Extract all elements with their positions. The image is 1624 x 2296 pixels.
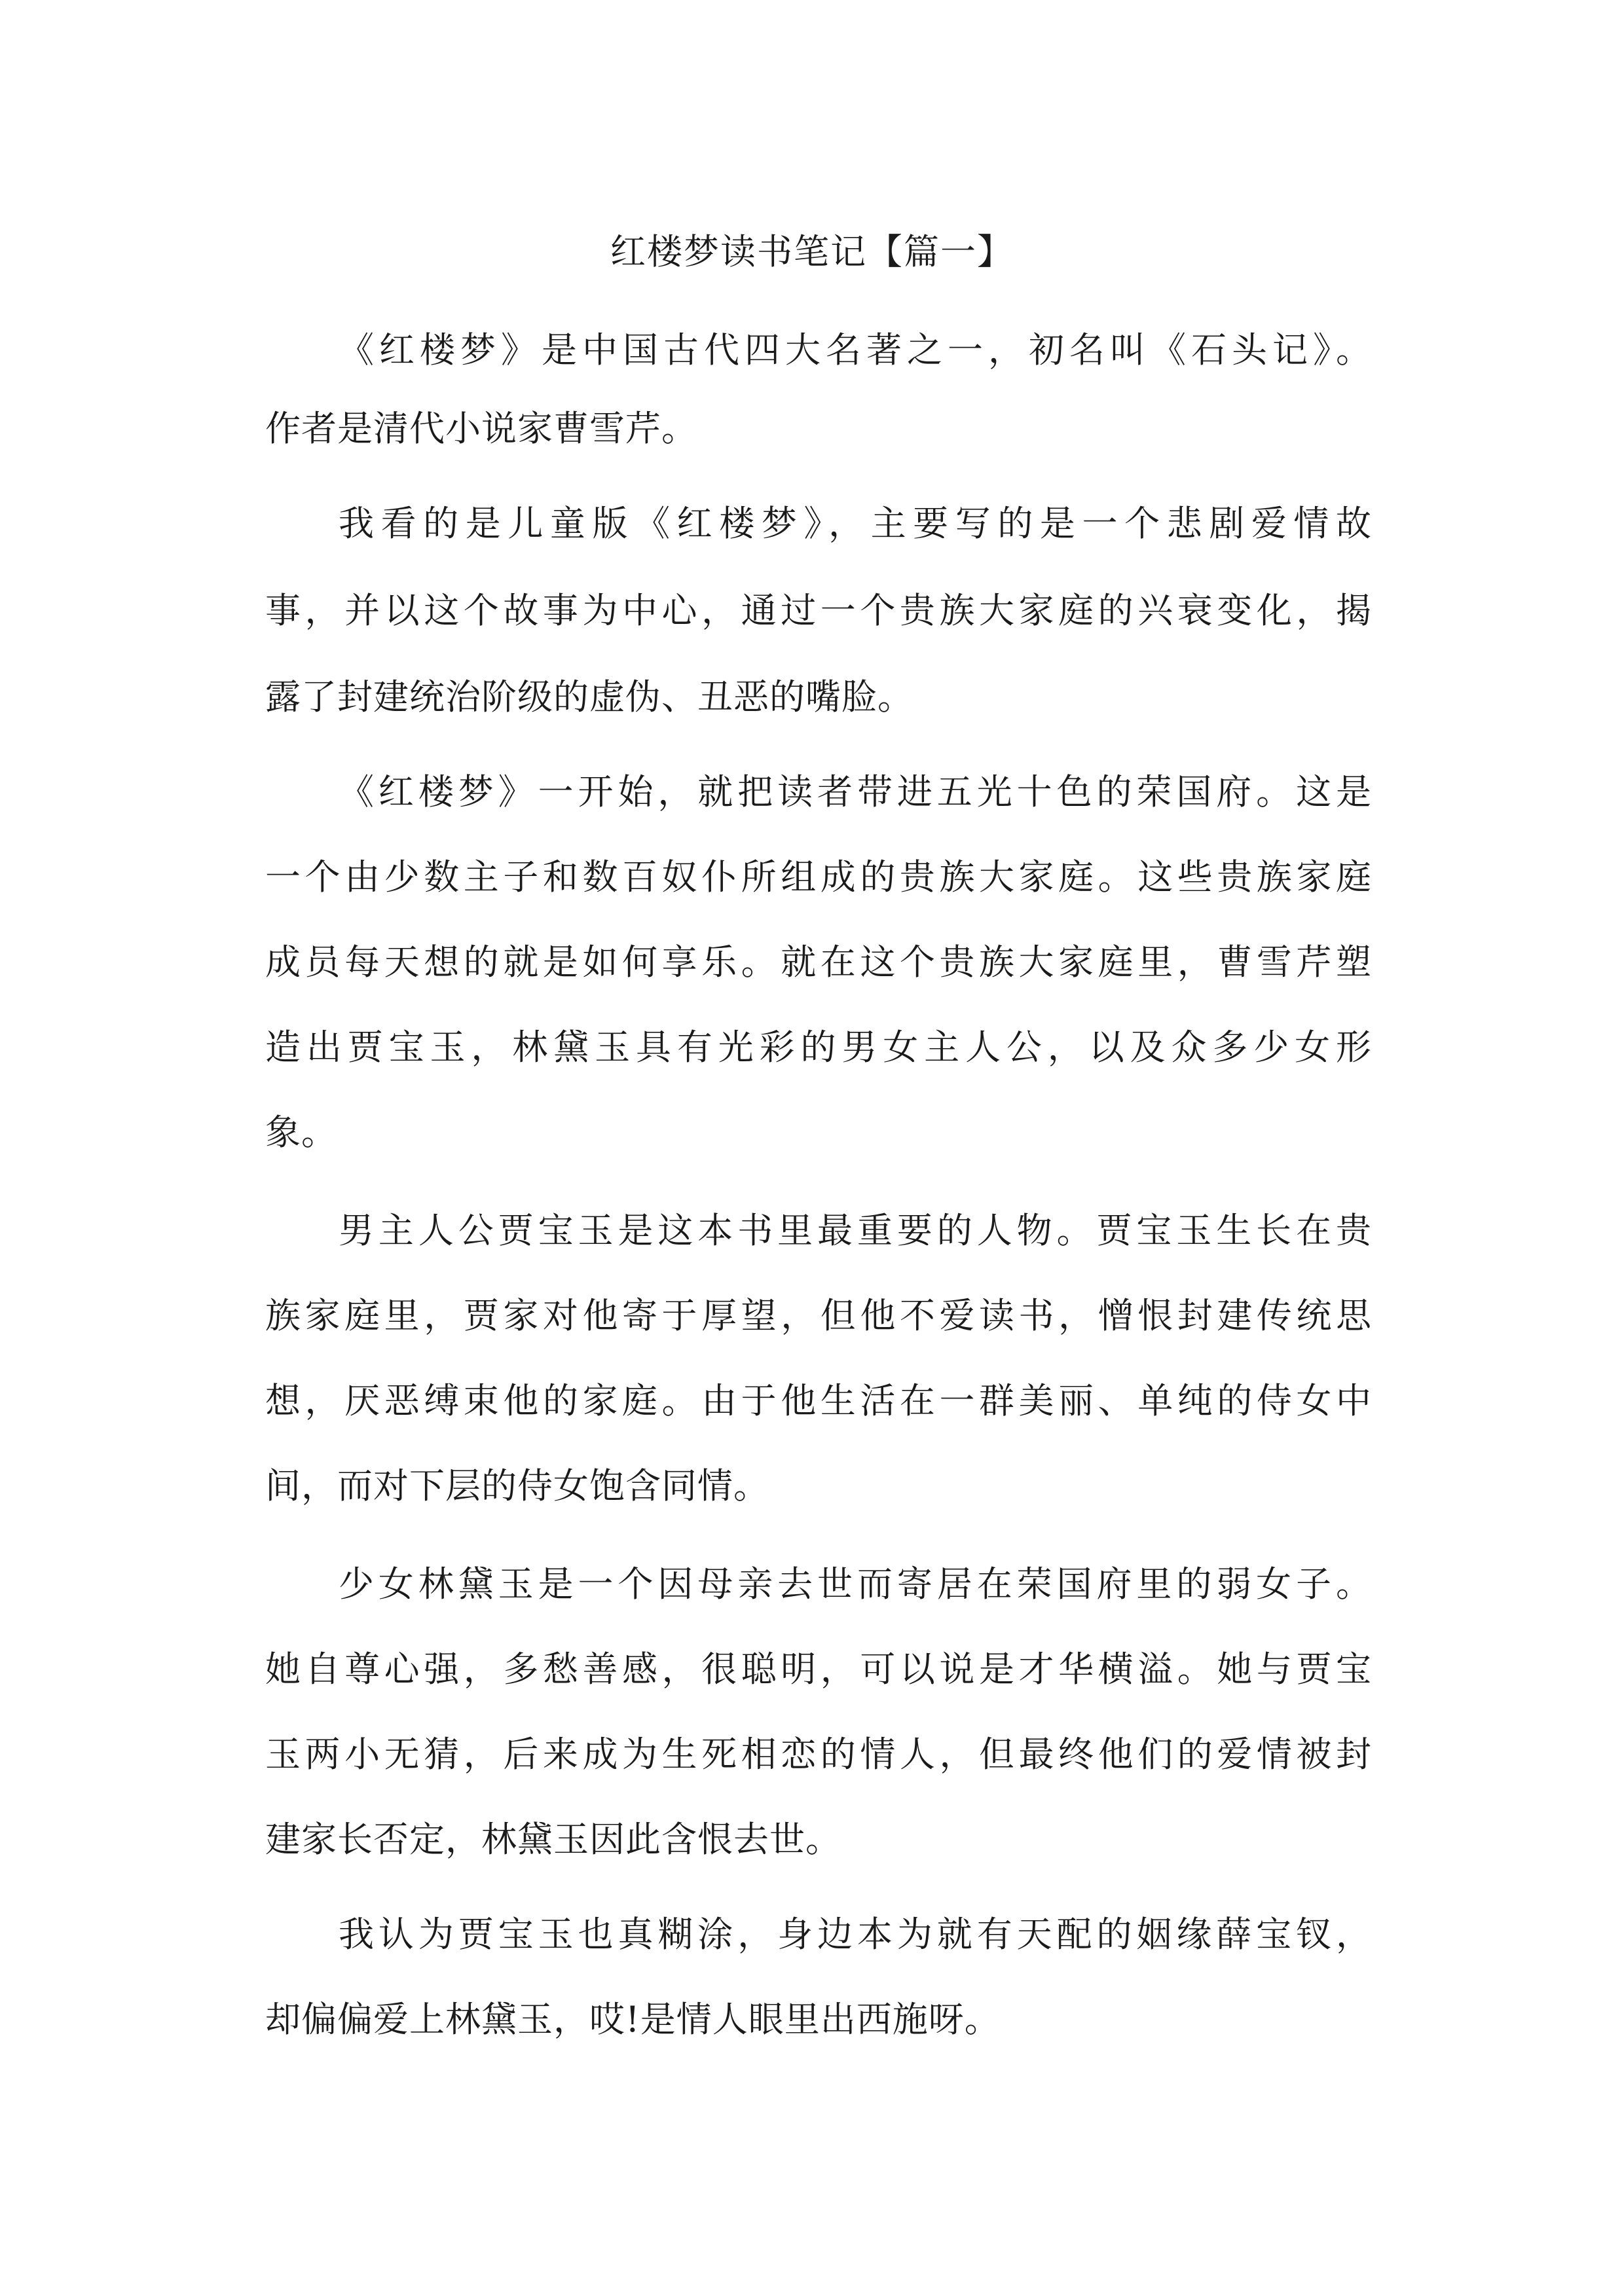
paragraph-line: 我认为贾宝玉也真糊涂，身边本为就有天配的姻缘薛宝钗，: [339, 1914, 1372, 1955]
paragraph-line: 我看的是儿童版《红楼梦》，主要写的是一个悲剧爱情故: [339, 503, 1372, 544]
document-title: 红楼梦读书笔记【篇一】: [610, 231, 1014, 272]
paragraph-line: 男主人公贾宝玉是这本书里最重要的人物。贾宝玉生长在贵: [339, 1210, 1372, 1251]
paragraph-line: 作者是清代小说家曹雪芹。: [265, 408, 697, 449]
paragraph-line: 《红楼梦》一开始，就把读者带进五光十色的荣国府。这是: [339, 771, 1372, 812]
paragraph-line: 建家长否定，林黛玉因此含恨去世。: [265, 1819, 841, 1860]
paragraph-line: 成员每天想的就是如何享乐。就在这个贵族大家庭里，曹雪芹塑: [265, 941, 1372, 983]
paragraph-line: 却偏偏爱上林黛玉，哎!是情人眼里出西施呀。: [265, 1999, 1001, 2040]
paragraph-line: 事，并以这个故事为中心，通过一个贵族大家庭的兴衰变化，揭: [265, 590, 1372, 631]
paragraph-line: 少女林黛玉是一个因母亲去世而寄居在荣国府里的弱女子。: [339, 1563, 1372, 1605]
paragraph-line: 象。: [265, 1112, 337, 1153]
paragraph-line: 族家庭里，贾家对他寄于厚望，但他不爱读书，憎恨封建传统思: [265, 1295, 1372, 1336]
paragraph-line: 间，而对下层的侍女饱含同情。: [265, 1465, 769, 1506]
paragraph-line: 玉两小无猜，后来成为生死相恋的情人，但最终他们的爱情被封: [265, 1734, 1372, 1775]
paragraph-line: 她自尊心强，多愁善感，很聪明，可以说是才华横溢。她与贾宝: [265, 1649, 1372, 1690]
paragraph-line: 一个由少数主子和数百奴仆所组成的贵族大家庭。这些贵族家庭: [265, 856, 1372, 898]
paragraph-line: 《红楼梦》是中国古代四大名著之一，初名叫《石头记》。: [339, 329, 1372, 371]
paragraph-line: 造出贾宝玉，林黛玉具有光彩的男女主人公，以及众多少女形: [265, 1027, 1372, 1068]
paragraph-line: 想，厌恶缚束他的家庭。由于他生活在一群美丽、单纯的侍女中: [265, 1380, 1372, 1421]
paragraph-line: 露了封建统治阶级的虚伪、丑恶的嘴脸。: [265, 676, 913, 718]
